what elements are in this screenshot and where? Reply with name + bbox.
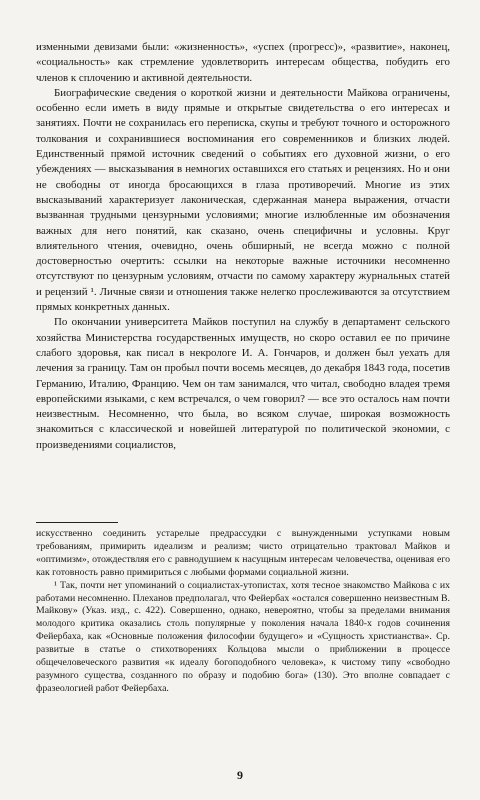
footnote-divider xyxy=(36,522,118,523)
main-text xyxy=(36,40,450,453)
footnote-1: ¹ Так, почти нет упоминаний о социалистах-утопистах, хотя тесное знакомство Майкова с их работами несомненно. Плеханов предполагал, что Фейербах «остался совершенно неизвестным В. Майкову» (Указ. изд., с. 422). Совершенно, однако, невероятно, чтобы за пределами внимания молодого критика оказались столь популярные у поколения начала 1840-х годов сочинения Фейербаха, как «Основные положения философии будущего» и «Сущность христианства». Ср. развитые в статье о стихотворениях Кольцова мысли о приближении в процессе общечеловеческого развития «к идеалу богоподобного человека», к чистому типу «свободно разумного существа, созданного по образу и подобию бога» (130). Это вполне совпадает с фразеологией работ Фейербаха. xyxy=(36,579,450,694)
paragraph-1: изменными девизами были: «жизненность», «успех (прогресс)», «развитие», наконец, «социальность» как стремление удовлетворить интересам общества, побудить его членов к сплочению и активной деятельности. xyxy=(36,41,450,84)
footnote-continuation: искусственно соединить устарелые предрассудки с вынужденными уступками новым требованиям, примирить идеализм и реализм; чисто отрицательно трактовал Майков и «оптимизм», отождествляя его с равнодушием к насущным интересам человечества, оценивая его как готовность равно примириться с любыми формами социальной жизни. xyxy=(36,528,450,578)
paragraph-3: По окончании университета Майков поступил на службу в департамент сельского хозяйства Министерства государственных имуществ, но скоро оставил ее по причине слабого здоровья, как писал в некрологе И. А. Гончаров, и должен был уехать для лечения за границу. Там он пробыл почти восемь месяцев, до декабря 1843 года, посетив Германию, Италию, Францию. Чем он там занимался, что читал, свободно владея тремя европейскими языками, с кем встречался, о чем говорил? — все это осталось нам почти неизвестным. Несомненно, что была, во всяком случае, широкая возможность знакомиться с классической и новейшей литературой по политической экономии, с произведениями социалистов, xyxy=(36,316,450,451)
footnotes xyxy=(36,528,450,696)
paragraph-2: Биографические сведения о короткой жизни и деятельности Майкова ограничены, особенно если иметь в виду прямые и открытые свидетельства о его интересах и занятиях. Почти не сохранилась его переписка, скупы и требуют точного и осторожного толкования и сохранившиеся воспоминания его современников и близких людей. Единственный прямой источник сведений о событиях его духовной жизни, о его убеждениях — высказывания в немногих оставшихся его статьях и рецензиях. Но и они не свободны от иногда бросающихся в глаза противоречий. Многие из этих высказываний характеризует лаконическая, сдержанная манера выражения, отчасти вызванная трудными цензурными условиями; многие излюбленные им обозначения важных для него понятий, как сказано, очень специфичны и условны. Круг влиятельного чтения, очевидно, очень обширный, не всегда можно с полной достоверностью очертить: ссылки на некоторые важные источники несомненно отсутствуют по цензурным условиям, отчасти по самому характеру журнальных статей и рецензий ¹. Личные связи и отношения также нелегко прослеживаются за отсутствием прямых конкретных данных. xyxy=(36,86,450,314)
page-number: 9 xyxy=(237,768,243,782)
